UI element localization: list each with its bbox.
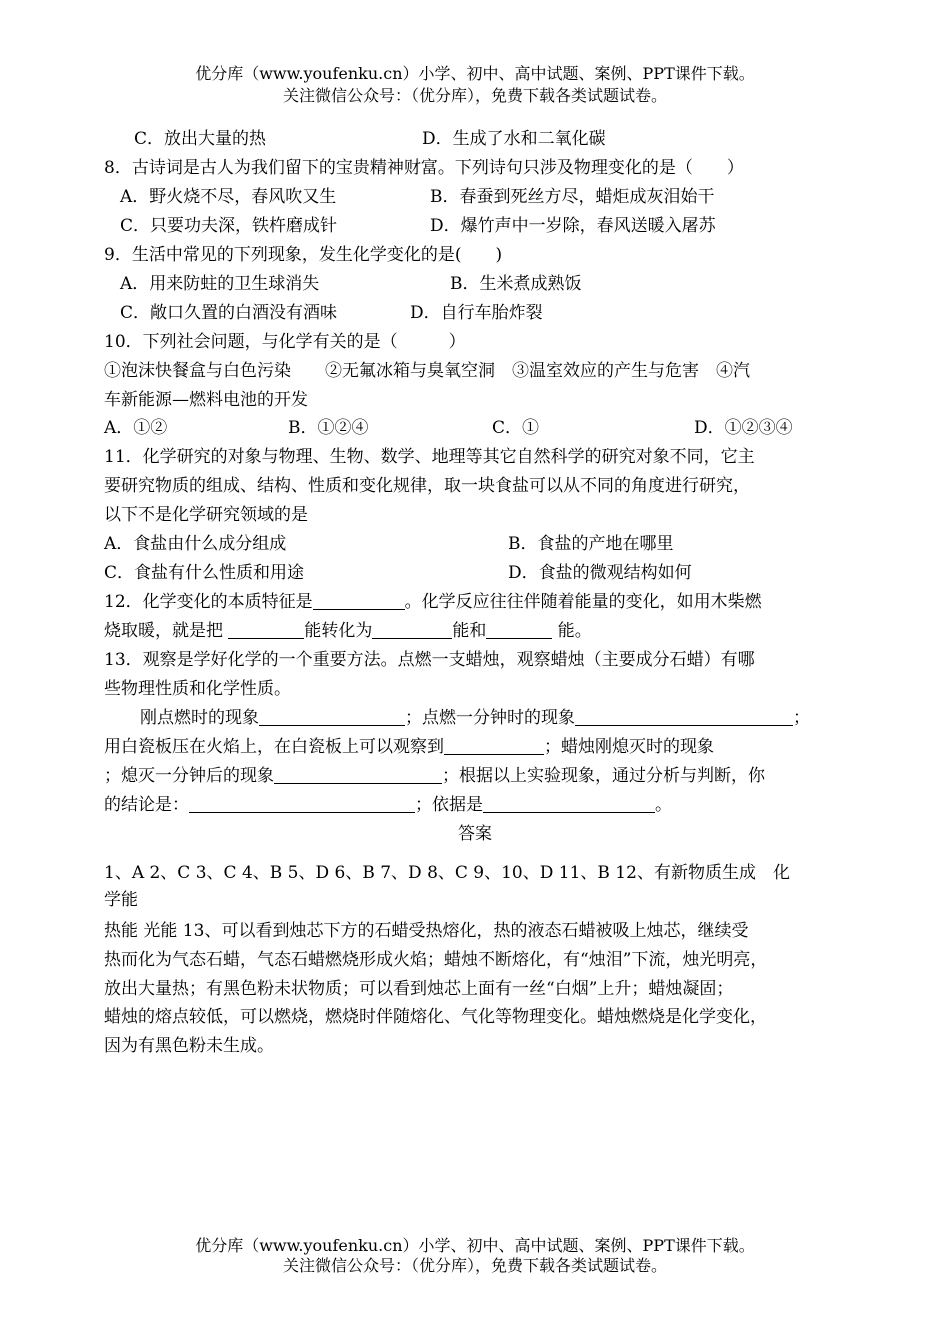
q8-option-c: C．只要功夫深，铁杵磨成针 <box>120 216 338 236</box>
q13-text-4b: ；依据是 <box>415 795 483 815</box>
q13-text-1b: ；点燃一分钟时的现象 <box>405 708 575 728</box>
q11-stem-line-3: 以下不是化学研究领域的是 <box>104 505 308 525</box>
q12-line-2 <box>104 617 856 645</box>
q10-option-d: D．①②③④ <box>694 418 793 438</box>
q13-blank-after-extinguish[interactable] <box>274 765 442 784</box>
q9-stem: 9．生活中常见的下列现象，发生化学变化的是( ) <box>104 245 503 265</box>
answer-line-4: 热而化为气态石蜡，气态石蜡燃烧形成火焰；蜡烛不断熔化，有“烛泪”下流，烛光明亮， <box>104 950 768 970</box>
q12-text-3: 烧取暖，就是把 <box>104 621 229 641</box>
q10-option-c: C．① <box>492 418 540 438</box>
q8-option-b: B．春蚕到死丝方尽，蜡炬成灰泪始干 <box>430 187 715 207</box>
q13-text-3a: ；熄灭一分钟后的现象 <box>104 766 274 786</box>
q13-blank-conclusion[interactable] <box>189 794 415 813</box>
q9-option-a: A．用来防蛀的卫生球消失 <box>120 274 320 294</box>
q13-line-3 <box>104 762 856 790</box>
q11-option-a: A．食盐由什么成分组成 <box>104 534 287 554</box>
q10-items-line-2: 车新能源—燃料电池的开发 <box>104 390 308 410</box>
footer-line-2: 关注微信公众号：（优分库），免费下载各类试题试卷。 <box>282 1256 667 1275</box>
answer-line-7: 因为有黑色粉未生成。 <box>104 1036 274 1056</box>
q10-stem: 10．下列社会问题，与化学有关的是（ ） <box>104 332 466 352</box>
q11-option-c: C．食盐有什么性质和用途 <box>104 563 305 583</box>
q8-option-d: D．爆竹声中一岁除，春风送暖入屠苏 <box>430 216 716 236</box>
q8-stem: 8．古诗词是古人为我们留下的宝贵精神财富。下列诗句只涉及物理变化的是（ ） <box>104 158 744 178</box>
q13-blank-lit[interactable] <box>259 707 405 726</box>
answer-line-3: 热能 光能 13、可以看到烛芯下方的石蜡受热熔化，热的液态石蜡被吸上烛芯，继续受 <box>104 921 749 941</box>
q13-stem-line-2: 些物理性质和化学性质。 <box>104 679 291 699</box>
q7-option-c: C．放出大量的热 <box>134 129 267 149</box>
q7-option-d: D．生成了水和二氧化碳 <box>422 129 606 149</box>
q9-option-d: D．自行车胎炸裂 <box>410 303 543 323</box>
header-line-1: 优分库（www.youfenku.cn）小学、初中、高中试题、案例、PPT课件下载。 <box>195 64 755 83</box>
q13-text-3b: ；根据以上实验现象，通过分析与判断，你 <box>442 766 765 786</box>
q12-blank-energy-1[interactable] <box>228 620 304 639</box>
q10-option-a: A．①② <box>104 418 168 438</box>
answer-line-5: 放出大量热；有黑色粉未状物质；可以看到烛芯上面有一丝“白烟”上升；蜡烛凝固； <box>104 979 734 999</box>
q13-text-4a: 的结论是： <box>104 795 189 815</box>
header-line-2: 关注微信公众号：（优分库），免费下载各类试题试卷。 <box>282 86 667 105</box>
q10-option-b: B．①②④ <box>288 418 369 438</box>
q13-line-4 <box>104 791 856 819</box>
q12-text-2: 。化学反应往往伴随着能量的变化，如用木柴燃 <box>404 592 762 612</box>
q10-items-line-1: ①泡沫快餐盒与白色污染 ②无氟冰箱与臭氧空洞 ③温室效应的产生与危害 ④汽 <box>104 361 750 381</box>
q12-blank-essence[interactable] <box>313 591 405 610</box>
answer-title: 答案 <box>458 824 492 844</box>
answer-line-2: 学能 <box>104 890 138 910</box>
q13-text-1c: ； <box>793 708 810 728</box>
q11-option-b: B．食盐的产地在哪里 <box>508 534 674 554</box>
q13-line-1 <box>104 704 856 732</box>
q13-text-2a: 用白瓷板压在火焰上，在白瓷板上可以观察到 <box>104 737 444 757</box>
q13-blank-basis[interactable] <box>483 794 655 813</box>
answer-line-1: 1、A 2、C 3、C 4、B 5、D 6、B 7、D 8、C 9、10、D 11、B 12、有新物质生成 化 <box>104 863 790 883</box>
q12-text-4: 能转化为 <box>304 621 373 641</box>
q12-text-6: 能。 <box>552 621 592 641</box>
q12-blank-energy-3[interactable] <box>486 620 552 639</box>
q13-blank-white-plate[interactable] <box>444 736 544 755</box>
q13-line-2 <box>104 733 856 761</box>
q12-line-1 <box>104 588 856 616</box>
q13-stem-line-1: 13．观察是学好化学的一个重要方法。点燃一支蜡烛，观察蜡烛（主要成分石蜡）有哪 <box>104 650 755 670</box>
q11-stem-line-1: 11．化学研究的对象与物理、生物、数学、地理等其它自然科学的研究对象不同，它主 <box>104 447 755 467</box>
q13-text-1a: 刚点燃时的现象 <box>140 708 259 728</box>
answer-line-6: 蜡烛的熔点较低，可以燃烧，燃烧时伴随熔化、气化等物理变化。蜡烛燃烧是化学变化， <box>104 1007 767 1027</box>
q9-option-c: C．敞口久置的白酒没有酒味 <box>120 303 338 323</box>
q9-option-b: B．生米煮成熟饭 <box>450 274 582 294</box>
q13-text-4c: 。 <box>655 795 672 815</box>
q11-option-d: D．食盐的微观结构如何 <box>508 563 692 583</box>
footer-line-1: 优分库（www.youfenku.cn）小学、初中、高中试题、案例、PPT课件下载。 <box>195 1236 755 1255</box>
q12-text-1: 12．化学变化的本质特征是 <box>104 592 313 612</box>
q12-blank-energy-2[interactable] <box>372 620 452 639</box>
q12-text-5: 能和 <box>452 621 487 641</box>
q8-option-a: A．野火烧不尽，春风吹又生 <box>120 187 337 207</box>
q13-blank-one-minute[interactable] <box>575 707 793 726</box>
q13-text-2b: ；蜡烛刚熄灭时的现象 <box>544 737 714 757</box>
q11-stem-line-2: 要研究物质的组成、结构、性质和变化规律，取一块食盐可以从不同的角度进行研究， <box>104 476 750 496</box>
